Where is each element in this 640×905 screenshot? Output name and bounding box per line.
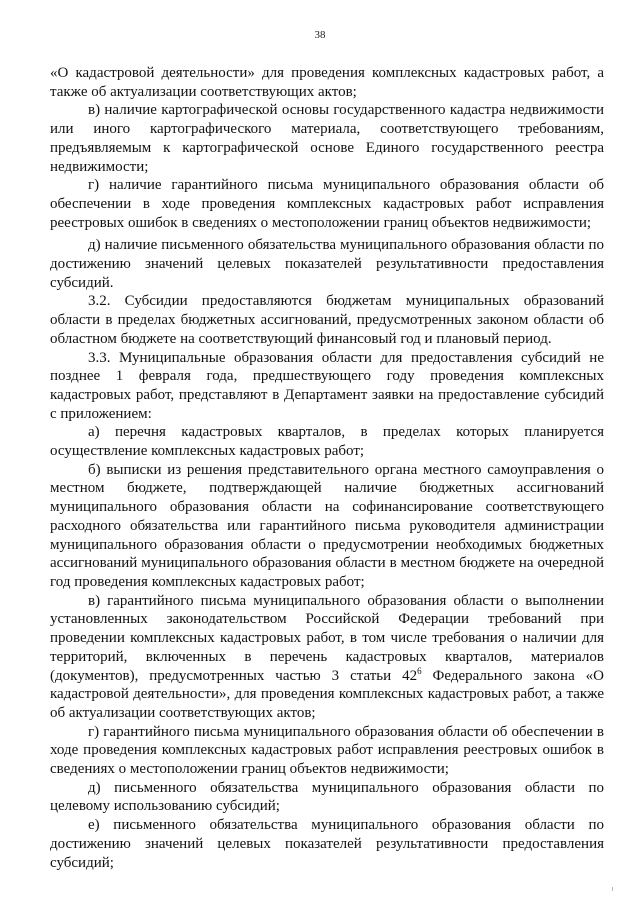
paragraph: в) наличие картографической основы государственного кадастра недвижимости или иного картографического материала, соответствующего требованиям, предъявляемым к картографической основе Единого государственного реестра недвижимости; <box>50 102 604 175</box>
paragraph: е) письменного обязательства муниципального образования области по достижению значений целевых показателей результативности предоставления субсидий; <box>50 817 604 871</box>
paragraph: а) перечня кадастровых кварталов, в пределах которых планируется осуществление комплексных кадастровых работ; <box>50 424 604 460</box>
paragraph: б) выписки из решения представительного органа местного самоуправления о местном бюджете, подтверждающей наличие бюджетных ассигнований муниципального образования области на софинансирование соответствующего расходного обязательства или гарантийного письма руководителя администрации муниципального образования области о предусмотрении необходимых бюджетных ассигнований муниципального образования области в местном бюджете на очередной год проведения комплексных кадастровых работ; <box>50 461 604 590</box>
paragraph: д) наличие письменного обязательства муниципального образования области по достижению значений целевых показателей результативности предоставления субсидий. <box>50 237 604 291</box>
paragraph: г) наличие гарантийного письма муниципального образования области об обеспечении в ходе проведения комплексных кадастровых работ исправления реестровых ошибок в сведениях о местоположении границ объектов недвижимости; <box>50 177 604 231</box>
superscript: 6 <box>417 665 422 676</box>
paragraph: д) письменного обязательства муниципального образования области по целевому использованию субсидий; <box>50 779 604 815</box>
scan-speck <box>612 887 613 891</box>
paragraph-text: Федерального закона «О кадастровой деятельности», для проведения комплексных кадастровых работ, а также об актуализации соответствующих актов; <box>50 667 604 721</box>
document-body <box>50 64 604 872</box>
paragraph: «О кадастровой деятельности» для проведения комплексных кадастровых работ, а также об актуализации соответствующих актов; <box>50 65 604 100</box>
paragraph-text: в) гарантийного письма муниципального образования области о выполнении установленных законодательством Российской Федерации требований при проведении комплексных кадастровых работ, в том числе требования о наличии для территорий, включенных в перечень кадастровых кварталов, материалов (документов), предусмотренных частью 3 статьи 42 <box>50 592 604 684</box>
paragraph: 3.3. Муниципальные образования области для предоставления субсидий не позднее 1 февраля года, предшествующего году проведения комплексных кадастровых работ, представляют в Департамент заявки на предоставление субсидий с приложением: <box>50 349 604 422</box>
page-number: 38 <box>314 29 326 41</box>
paragraph: г) гарантийного письма муниципального образования области об обеспечении в ходе проведения комплексных кадастровых работ исправления реестровых ошибок в сведениях о местоположении границ объектов недвижимости; <box>50 723 604 778</box>
paragraph <box>50 592 604 723</box>
paragraph: 3.2. Субсидии предоставляются бюджетам муниципальных образований области в пределах бюджетных ассигнований, предусмотренных законом области об областном бюджете на соответствующий финансовый год и плановый период. <box>50 293 604 347</box>
